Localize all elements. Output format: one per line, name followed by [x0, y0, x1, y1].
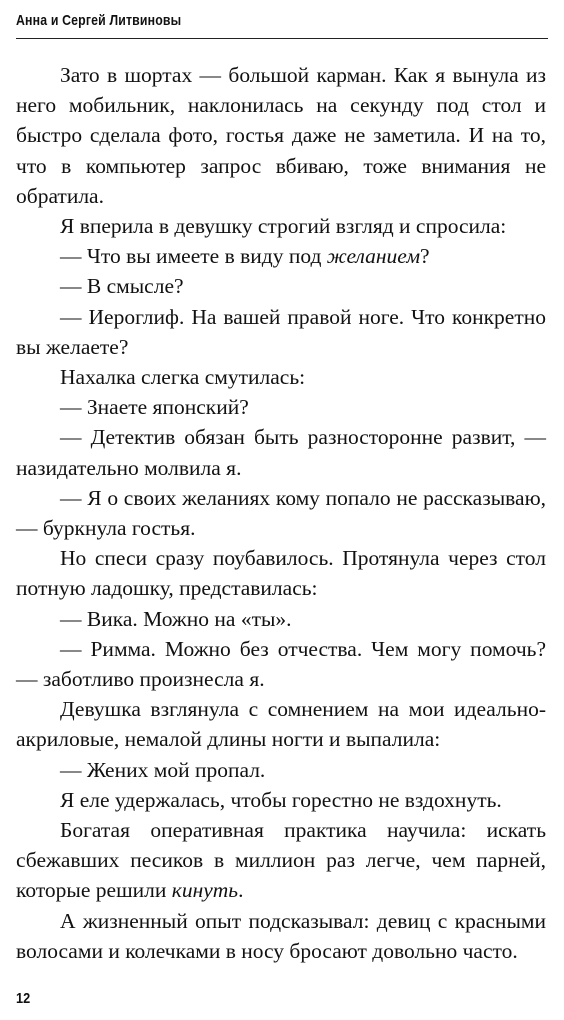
paragraph: Зато в шортах — большой карман. Как я вынула из него мобильник, наклонилась на секунду под стол и быстро сделала фото, гостья даже не заметила. И на то, что в компьютер запрос вбиваю, тоже внимания не обратила. [16, 63, 546, 208]
paragraph: — Иероглиф. На вашей правой ноге. Что конкретно вы желаете? [16, 304, 546, 359]
paragraph [16, 241, 546, 271]
paragraph-text: Богатая оперативная практика научила: искать сбежавших песиков в миллион раз легче, чем парней, которые решили [16, 818, 546, 903]
body-text [16, 60, 546, 966]
paragraph: Но спеси сразу поубавилось. Протянула через стол потную ладошку, представилась: [16, 546, 546, 601]
paragraph: — Детектив обязан быть разносторонне развит, — назидательно молвила я. [16, 425, 546, 480]
paragraph: Девушка взглянула с сомнением на мои идеально-акриловые, немалой длины ногти и выпалила: [16, 697, 546, 752]
paragraph: — Жених мой пропал. [60, 757, 266, 782]
paragraph-text: . [238, 878, 244, 903]
paragraph: Нахалка слегка смутилась: [60, 365, 306, 390]
page-number: 12 [16, 990, 31, 1007]
running-head: Анна и Сергей Литвиновы [16, 12, 182, 29]
paragraph: Я вперила в девушку строгий взгляд и спросила: [60, 214, 507, 239]
paragraph-text: — Что вы имеете в виду под [60, 244, 327, 269]
paragraph: Я еле удержалась, чтобы горестно не вздохнуть. [60, 787, 502, 812]
paragraph: — Знаете японский? [60, 395, 249, 420]
paragraph: — В смысле? [60, 274, 184, 299]
emphasis-text: желанием [326, 244, 421, 269]
paragraph: А жизненный опыт подсказывал: девиц с красными волосами и колечками в носу бросают довольно часто. [16, 908, 546, 963]
paragraph: — Я о своих желаниях кому попало не рассказываю, — буркнула гостья. [16, 485, 546, 541]
header-rule [16, 38, 548, 39]
paragraph: — Римма. Можно без отчества. Чем могу помочь? — заботливо произнесла я. [16, 636, 546, 692]
paragraph: — Вика. Можно на «ты». [60, 606, 292, 631]
emphasis-text: кинуть [171, 878, 239, 903]
paragraph [16, 815, 546, 906]
paragraph-text: ? [420, 244, 430, 269]
